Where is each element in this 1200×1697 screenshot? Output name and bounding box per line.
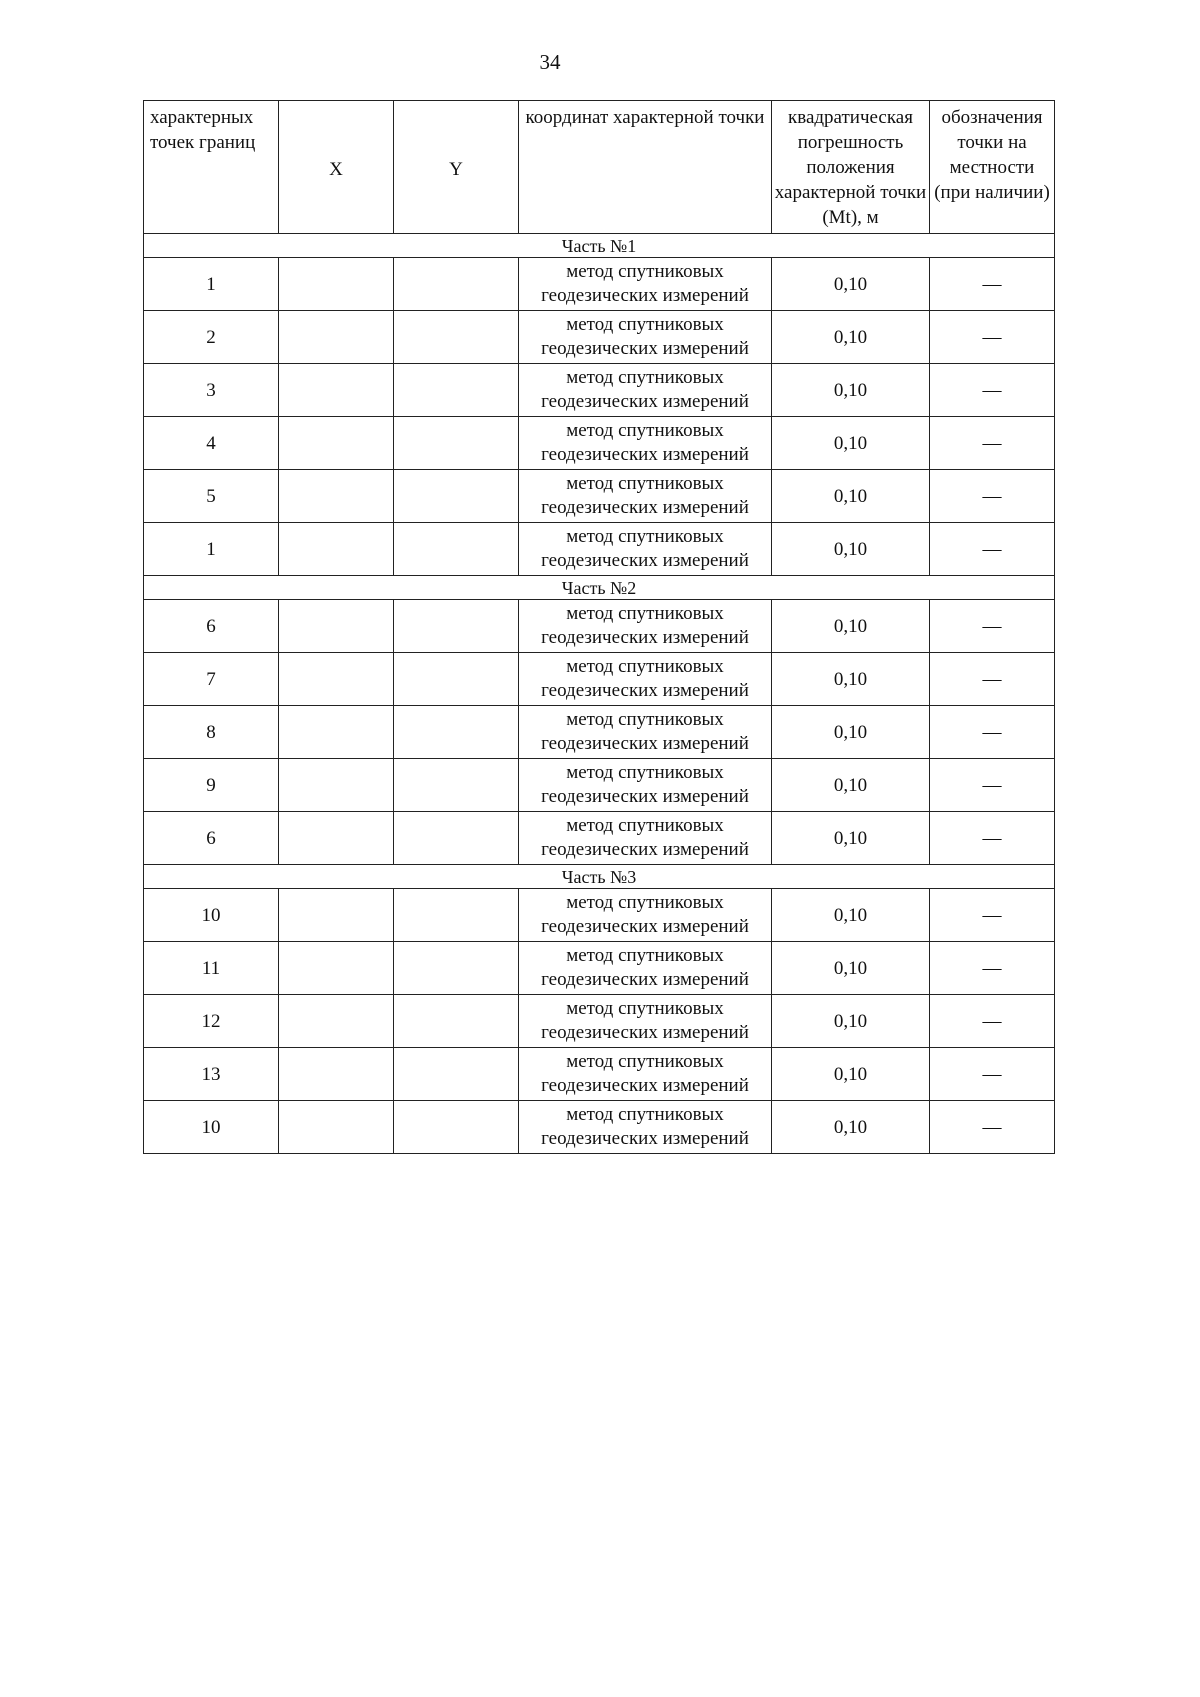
cell-point-number: 13	[144, 1048, 279, 1101]
cell-x	[279, 812, 394, 865]
cell-marking: —	[930, 600, 1055, 653]
header-method: координат характерной точки	[519, 101, 772, 234]
cell-accuracy: 0,10	[772, 759, 930, 812]
cell-x	[279, 653, 394, 706]
method-line-2: геодезических измерений	[541, 1075, 749, 1096]
cell-method	[519, 417, 772, 470]
cell-method	[519, 600, 772, 653]
cell-marking: —	[930, 812, 1055, 865]
cell-accuracy: 0,10	[772, 706, 930, 759]
cell-y	[394, 364, 519, 417]
cell-method	[519, 889, 772, 942]
cell-y	[394, 889, 519, 942]
cell-method	[519, 653, 772, 706]
table-row	[144, 1048, 1055, 1101]
cell-y	[394, 653, 519, 706]
cell-accuracy: 0,10	[772, 995, 930, 1048]
table-row	[144, 523, 1055, 576]
header-accuracy: квадратическая погрешность положения характерной точки (Mt), м	[772, 101, 930, 234]
cell-y	[394, 1101, 519, 1154]
cell-accuracy: 0,10	[772, 523, 930, 576]
cell-point-number: 11	[144, 942, 279, 995]
cell-marking: —	[930, 1048, 1055, 1101]
cell-method	[519, 812, 772, 865]
cell-marking: —	[930, 942, 1055, 995]
cell-point-number: 10	[144, 1101, 279, 1154]
table-row	[144, 311, 1055, 364]
method-line-1: метод спутниковых	[566, 656, 724, 677]
method-line-2: геодезических измерений	[541, 444, 749, 465]
cell-marking: —	[930, 258, 1055, 311]
cell-accuracy: 0,10	[772, 470, 930, 523]
cell-y	[394, 600, 519, 653]
cell-y	[394, 523, 519, 576]
cell-y	[394, 995, 519, 1048]
cell-y	[394, 311, 519, 364]
cell-y	[394, 759, 519, 812]
cell-method	[519, 523, 772, 576]
cell-method	[519, 759, 772, 812]
cell-method	[519, 258, 772, 311]
table-row	[144, 470, 1055, 523]
cell-marking: —	[930, 653, 1055, 706]
cell-marking: —	[930, 311, 1055, 364]
cell-point-number: 6	[144, 812, 279, 865]
method-line-2: геодезических измерений	[541, 1022, 749, 1043]
cell-marking: —	[930, 470, 1055, 523]
cell-marking: —	[930, 889, 1055, 942]
header-marking: обозначения точки на местности (при наличии)	[930, 101, 1055, 234]
cell-accuracy: 0,10	[772, 889, 930, 942]
cell-method	[519, 1101, 772, 1154]
method-line-2: геодезических измерений	[541, 285, 749, 306]
cell-accuracy: 0,10	[772, 942, 930, 995]
cell-marking: —	[930, 523, 1055, 576]
method-line-1: метод спутниковых	[566, 815, 724, 836]
table-row	[144, 600, 1055, 653]
cell-x	[279, 995, 394, 1048]
table-row	[144, 706, 1055, 759]
cell-method	[519, 706, 772, 759]
cell-accuracy: 0,10	[772, 364, 930, 417]
cell-marking: —	[930, 417, 1055, 470]
cell-method	[519, 470, 772, 523]
section-row	[144, 865, 1055, 889]
cell-marking: —	[930, 995, 1055, 1048]
method-line-1: метод спутниковых	[566, 762, 724, 783]
cell-accuracy: 0,10	[772, 311, 930, 364]
cell-accuracy: 0,10	[772, 600, 930, 653]
cell-y	[394, 258, 519, 311]
method-line-1: метод спутниковых	[566, 998, 724, 1019]
method-line-2: геодезических измерений	[541, 497, 749, 518]
cell-y	[394, 942, 519, 995]
cell-x	[279, 1048, 394, 1101]
method-line-2: геодезических измерений	[541, 1128, 749, 1149]
method-line-1: метод спутниковых	[566, 526, 724, 547]
cell-x	[279, 311, 394, 364]
header-y: Y	[394, 101, 519, 234]
cell-accuracy: 0,10	[772, 417, 930, 470]
cell-point-number: 10	[144, 889, 279, 942]
table-row	[144, 1101, 1055, 1154]
cell-marking: —	[930, 706, 1055, 759]
cell-y	[394, 706, 519, 759]
page-number: 34	[539, 50, 561, 74]
cell-x	[279, 364, 394, 417]
cell-x	[279, 889, 394, 942]
section-title: Часть №3	[144, 865, 1055, 889]
cell-method	[519, 995, 772, 1048]
table-row	[144, 759, 1055, 812]
cell-accuracy: 0,10	[772, 1048, 930, 1101]
method-line-2: геодезических измерений	[541, 969, 749, 990]
cell-point-number: 2	[144, 311, 279, 364]
method-line-1: метод спутниковых	[566, 945, 724, 966]
section-row	[144, 576, 1055, 600]
table-row	[144, 417, 1055, 470]
method-line-2: геодезических измерений	[541, 680, 749, 701]
cell-x	[279, 470, 394, 523]
method-line-1: метод спутниковых	[566, 261, 724, 282]
cell-point-number: 7	[144, 653, 279, 706]
cell-method	[519, 311, 772, 364]
method-line-2: геодезических измерений	[541, 550, 749, 571]
method-line-2: геодезических измерений	[541, 338, 749, 359]
table-row	[144, 258, 1055, 311]
section-title: Часть №2	[144, 576, 1055, 600]
cell-x	[279, 258, 394, 311]
method-line-1: метод спутниковых	[566, 473, 724, 494]
method-line-1: метод спутниковых	[566, 1104, 724, 1125]
table-body	[144, 234, 1055, 1154]
table-row	[144, 653, 1055, 706]
method-line-2: геодезических измерений	[541, 733, 749, 754]
table-header	[144, 101, 1055, 234]
cell-x	[279, 417, 394, 470]
header-point: характерных точек границ	[144, 101, 279, 234]
method-line-1: метод спутниковых	[566, 420, 724, 441]
cell-accuracy: 0,10	[772, 1101, 930, 1154]
table-row	[144, 889, 1055, 942]
cell-point-number: 9	[144, 759, 279, 812]
cell-y	[394, 1048, 519, 1101]
cell-point-number: 12	[144, 995, 279, 1048]
cell-accuracy: 0,10	[772, 258, 930, 311]
cell-point-number: 1	[144, 523, 279, 576]
cell-point-number: 1	[144, 258, 279, 311]
cell-y	[394, 470, 519, 523]
table-row	[144, 942, 1055, 995]
cell-x	[279, 759, 394, 812]
section-row	[144, 234, 1055, 258]
cell-point-number: 8	[144, 706, 279, 759]
coordinates-table	[143, 100, 1055, 1154]
cell-marking: —	[930, 1101, 1055, 1154]
cell-marking: —	[930, 364, 1055, 417]
cell-method	[519, 1048, 772, 1101]
cell-method	[519, 364, 772, 417]
cell-point-number: 4	[144, 417, 279, 470]
method-line-1: метод спутниковых	[566, 314, 724, 335]
cell-x	[279, 1101, 394, 1154]
method-line-2: геодезических измерений	[541, 786, 749, 807]
cell-point-number: 6	[144, 600, 279, 653]
cell-accuracy: 0,10	[772, 812, 930, 865]
table-row	[144, 364, 1055, 417]
cell-point-number: 5	[144, 470, 279, 523]
table-row	[144, 812, 1055, 865]
cell-marking: —	[930, 759, 1055, 812]
method-line-1: метод спутниковых	[566, 1051, 724, 1072]
method-line-1: метод спутниковых	[566, 892, 724, 913]
cell-y	[394, 812, 519, 865]
section-title: Часть №1	[144, 234, 1055, 258]
method-line-1: метод спутниковых	[566, 367, 724, 388]
method-line-2: геодезических измерений	[541, 839, 749, 860]
cell-point-number: 3	[144, 364, 279, 417]
cell-x	[279, 600, 394, 653]
cell-x	[279, 523, 394, 576]
method-line-2: геодезических измерений	[541, 391, 749, 412]
cell-x	[279, 706, 394, 759]
header-x: X	[279, 101, 394, 234]
method-line-1: метод спутниковых	[566, 709, 724, 730]
method-line-2: геодезических измерений	[541, 916, 749, 937]
cell-x	[279, 942, 394, 995]
cell-accuracy: 0,10	[772, 653, 930, 706]
cell-method	[519, 942, 772, 995]
method-line-1: метод спутниковых	[566, 603, 724, 624]
cell-y	[394, 417, 519, 470]
table-row	[144, 995, 1055, 1048]
method-line-2: геодезических измерений	[541, 627, 749, 648]
